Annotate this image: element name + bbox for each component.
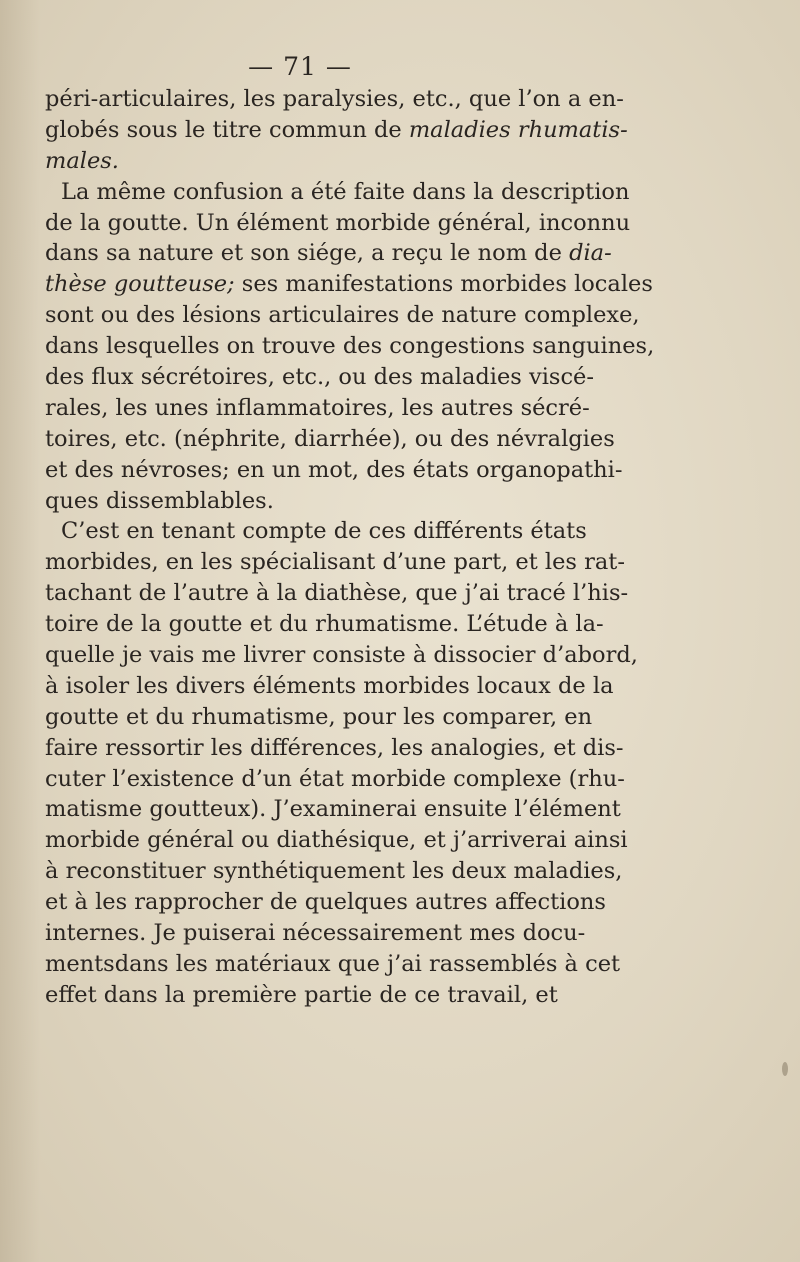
text-line: de la goutte. Un élément morbide général, inconnu <box>45 209 631 236</box>
text-line: toire de la goutte et du rhumatisme. L’étude à la- <box>45 611 604 638</box>
paragraph-3 <box>45 516 638 1010</box>
text-line: toires, etc. (néphrite, diarrhée), ou des névralgies <box>45 425 615 452</box>
paragraph-1 <box>45 84 628 177</box>
text-line: des flux sécrétoires, etc., ou des maladies viscé- <box>45 364 594 391</box>
text-line: à reconstituer synthétiquement les deux maladies, <box>45 858 623 885</box>
text-line: La même confusion a été faite dans la description <box>61 178 630 205</box>
italic-term: males. <box>45 147 119 174</box>
italic-term: maladies rhumatis- <box>408 116 628 143</box>
text-line: ques dissemblables. <box>45 487 274 514</box>
text-line: cuter l’existence d’un état morbide complexe (rhu- <box>45 765 625 792</box>
text-line: morbide général ou diathésique, et j’arriverai ainsi <box>45 827 628 854</box>
text-line: quelle je vais me livrer consiste à dissocier d’abord, <box>45 642 638 669</box>
italic-term: dia- <box>569 240 612 267</box>
text-line: et des névroses; en un mot, des états organopathi- <box>45 456 623 483</box>
text-run: dans sa nature et son siége, a reçu le nom de <box>45 240 570 267</box>
text-run: ses manifestations morbides locales <box>234 271 653 298</box>
text-run: globés sous le titre commun de <box>45 116 409 143</box>
page-number: — 71 — <box>248 52 352 81</box>
text-line: sont ou des lésions articulaires de nature complexe, <box>45 302 640 329</box>
text-line: effet dans la première partie de ce travail, et <box>45 981 558 1008</box>
text-line: à isoler les divers éléments morbides locaux de la <box>45 672 614 699</box>
text-line <box>45 146 557 177</box>
text-line <box>45 238 612 269</box>
text-line: tachant de l’autre à la diathèse, que j’ai tracé l’his- <box>45 580 629 607</box>
text-line: rales, les unes inflammatoires, les autres sécré- <box>45 394 590 421</box>
text-line <box>45 115 628 146</box>
body-text <box>45 84 655 1011</box>
text-line: matisme goutteux). J’examinerai ensuite l’élément <box>45 796 621 823</box>
text-line: et à les rapprocher de quelques autres affections <box>45 889 606 916</box>
text-line: C’est en tenant compte de ces différents états <box>61 518 587 545</box>
text-line: internes. Je puiserai nécessairement mes docu- <box>45 920 586 947</box>
paper-stain <box>782 1062 788 1076</box>
text-line: morbides, en les spécialisant d’une part, et les rat- <box>45 549 625 576</box>
text-line: mentsdans les matériaux que j’ai rassemblés à cet <box>45 950 621 977</box>
text-line: faire ressortir les différences, les analogies, et dis- <box>45 734 624 761</box>
italic-term: thèse goutteuse; <box>45 271 235 298</box>
text-line: péri-articulaires, les paralysies, etc., que l’on a en- <box>45 86 624 112</box>
paragraph-2 <box>45 177 655 517</box>
text-line: goutte et du rhumatisme, pour les comparer, en <box>45 703 593 730</box>
text-line <box>45 269 653 300</box>
text-line: dans lesquelles on trouve des congestions sanguines, <box>45 333 655 360</box>
